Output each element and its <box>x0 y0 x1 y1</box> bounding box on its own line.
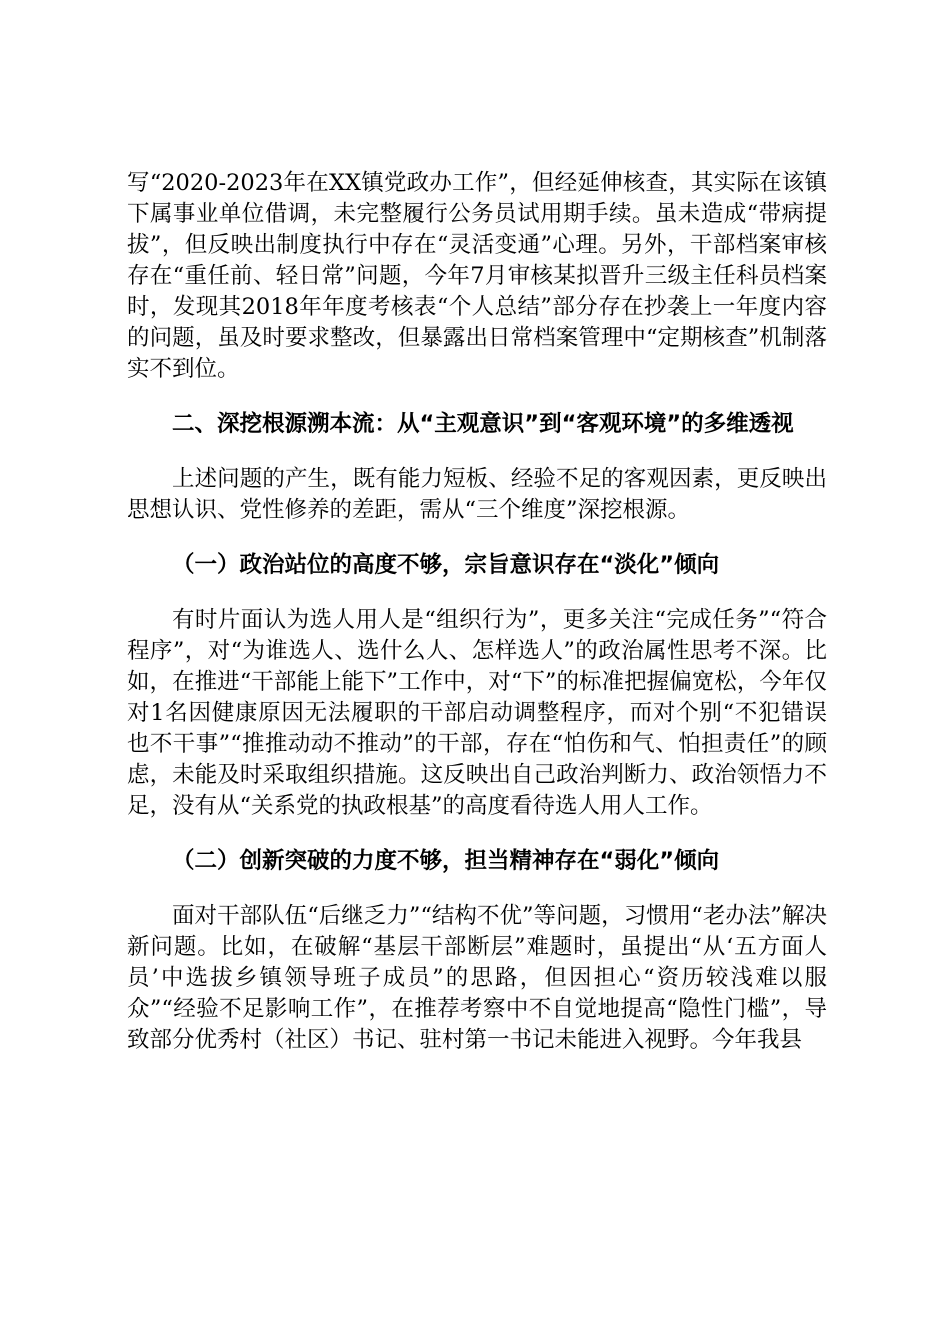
section-2-intro: 上述问题的产生，既有能力短板、经验不足的客观因素，更反映出思想认识、党性修养的差距，需从“三个维度”深挖根源。 <box>127 466 827 523</box>
section-2-heading: 二、深挖根源溯本流：从“主观意识”到“客观环境”的多维透视 <box>172 411 794 437</box>
subsection-2-body: 面对干部队伍“后继乏力”“结构不优”等问题，习惯用“老办法”解决新问题。比如，在破解“基层干部断层”难题时，虽提出“从‘五方面人员’中选拔乡镇领导班子成员”的思路，但因担心“资历较浅难以服众”“经验不足影响工作”，在推荐考察中不自觉地提高“隐性门槛”，导致部分优秀村（社区）书记、驻村第一书记未能进入视野。今年我县 <box>127 903 827 1053</box>
subsection-1-heading: （一）政治站位的高度不够，宗旨意识存在“淡化”倾向 <box>172 552 720 578</box>
paragraph-continuation: 写“2020-2023年在XX镇党政办工作”，但经延伸核查，其实际在该镇下属事业单位借调，未完整履行公务员试用期手续。虽未造成“带病提拔”，但反映出制度执行中存在“灵活变通”心理。另外，干部档案审核存在“重任前、轻日常”问题，今年7月审核某拟晋升三级主任科员档案时，发现其2018年年度考核表“个人总结”部分存在抄袭上一年度内容的问题，虽及时要求整改，但暴露出日常档案管理中“定期核查”机制落实不到位。 <box>127 170 827 382</box>
subsection-1-body: 有时片面认为选人用人是“组织行为”，更多关注“完成任务”“符合程序”，对“为谁选人、选什么人、怎样选人”的政治属性思考不深。比如，在推进“干部能上能下”工作中，对“下”的标准把握偏宽松，今年仅对1名因健康原因无法履职的干部启动调整程序，而对个别“不犯错误也不干事”“推推动动不推动”的干部，存在“怕伤和气、怕担责任”的顾虑，未能及时采取组织措施。这反映出自己政治判断力、政治领悟力不足，没有从“关系党的执政根基”的高度看待选人用人工作。 <box>127 607 827 819</box>
subsection-2-heading: （二）创新突破的力度不够，担当精神存在“弱化”倾向 <box>172 848 720 874</box>
document-page <box>127 168 827 1056</box>
